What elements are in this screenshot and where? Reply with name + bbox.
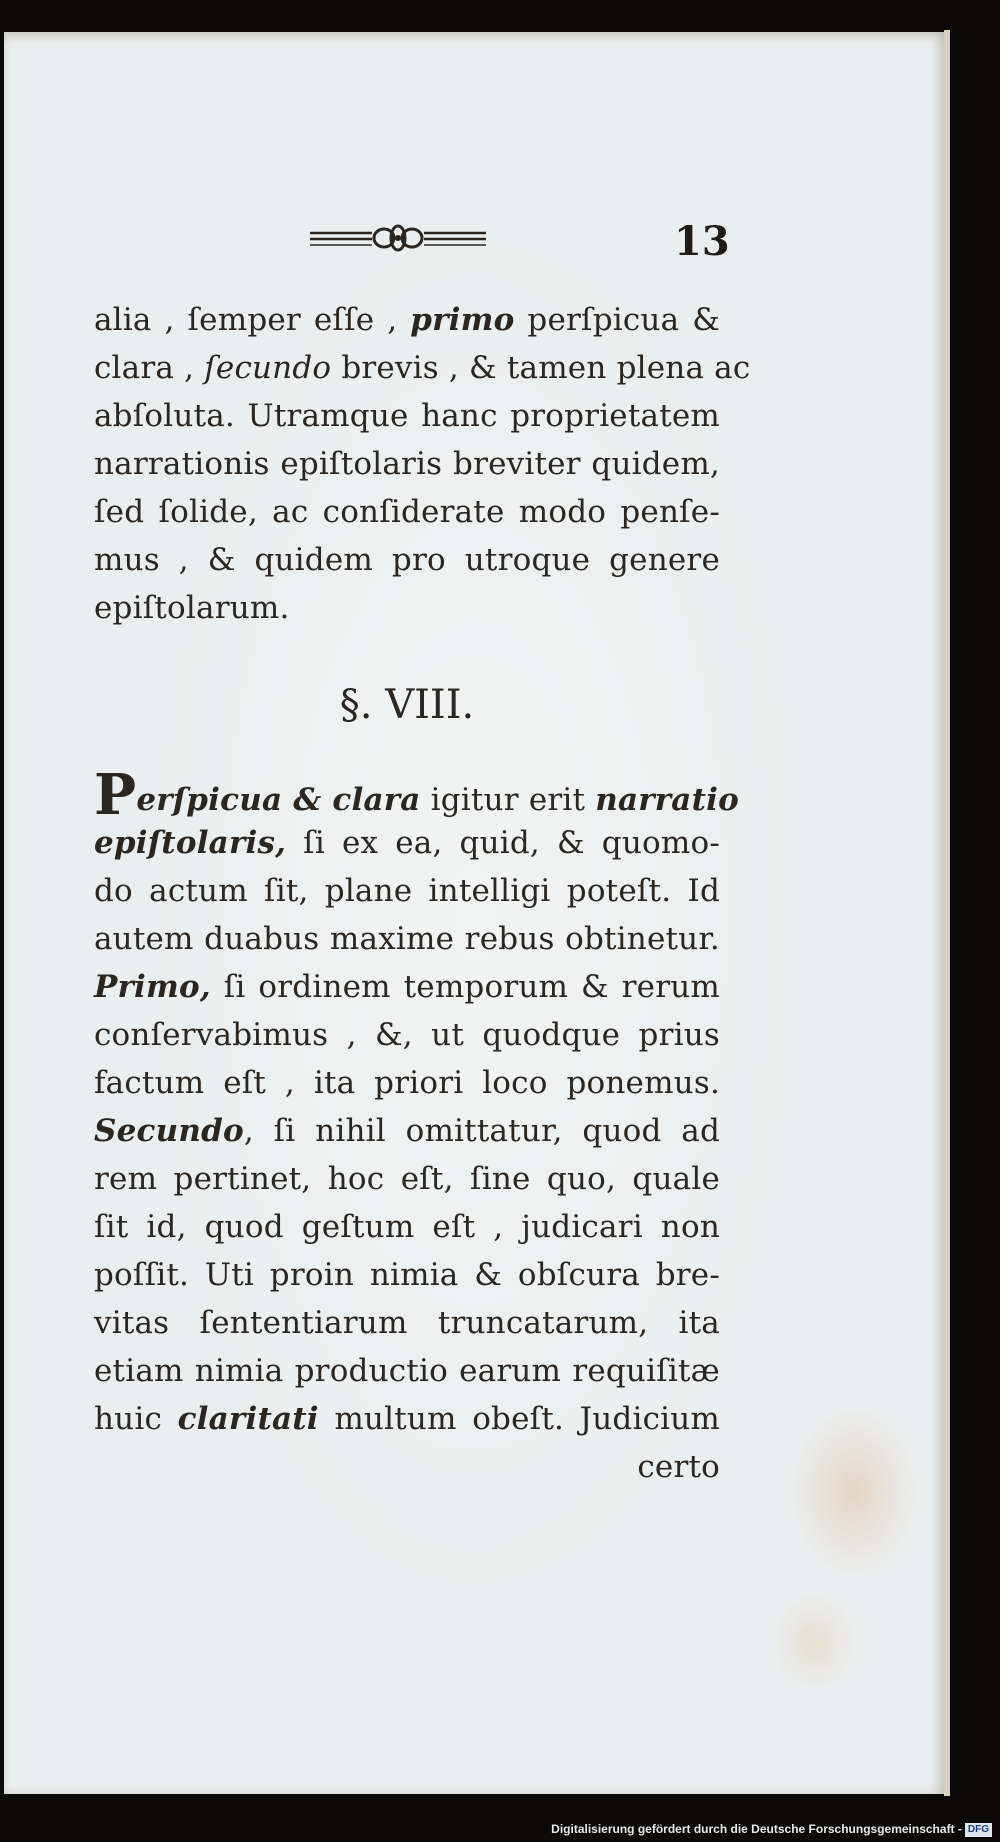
text-line xyxy=(94,344,751,392)
paragraph-intro xyxy=(94,296,751,636)
italic-emphasis: erſpicua & clara xyxy=(136,782,421,818)
text-span: clara , xyxy=(94,350,205,386)
text-line xyxy=(94,762,739,828)
text-span: ſi ordinem temporum & rerum xyxy=(210,969,720,1005)
text-span: perſpicua & xyxy=(514,302,720,338)
italic-emphasis: ſecundo xyxy=(204,350,332,386)
text-span: brevis , & tamen plena ac xyxy=(331,350,751,386)
text-span: huic xyxy=(94,1401,178,1437)
text-line: poſſit. Uti proin nimia & obſcura bre- xyxy=(94,1257,720,1293)
catchword: certo xyxy=(637,1449,720,1485)
drop-capital: P xyxy=(94,762,137,828)
italic-emphasis: Secundo xyxy=(94,1113,244,1149)
text-line xyxy=(94,963,720,1011)
text-span: ſi ex ea, quid, & quomo- xyxy=(286,825,720,861)
text-line xyxy=(94,1395,720,1443)
text-line: etiam nimia productio earum requiſitæ xyxy=(94,1353,720,1389)
italic-emphasis: narratio xyxy=(595,782,739,818)
italic-emphasis: claritati xyxy=(177,1401,319,1437)
printer-ornament-rule xyxy=(310,222,486,252)
page-edge xyxy=(944,30,950,1796)
text-line: do actum ſit, plane intelligi poteſt. Id xyxy=(94,873,720,909)
text-line xyxy=(94,819,720,867)
text-line: vitas ſententiarum truncatarum, ita xyxy=(94,1305,720,1341)
text-line: ſed ſolide, ac conſiderate modo penſe- xyxy=(94,494,720,530)
text-line: mus , & quidem pro utroque genere xyxy=(94,542,720,578)
italic-emphasis: primo xyxy=(410,302,515,338)
text-line: conſervabimus , &, ut quodque prius xyxy=(94,1017,720,1053)
digitization-credit xyxy=(551,1820,992,1838)
text-span: multum obeſt. Judicium xyxy=(318,1401,721,1437)
paragraph-section-viii xyxy=(94,762,739,1491)
italic-emphasis: Primo, xyxy=(94,969,211,1005)
text-line: factum eſt , ita priori loco ponemus. xyxy=(94,1065,720,1101)
dfg-logo: DFG xyxy=(965,1823,992,1837)
page-number: 13 xyxy=(674,218,730,265)
credit-text: Digitalisierung gefördert durch die Deutsche Forschungsgemeinschaft - xyxy=(551,1822,962,1836)
text-span: , ſi nihil omittatur, quod ad xyxy=(243,1113,720,1149)
text-line: abſoluta. Utramque hanc proprietatem xyxy=(94,398,720,434)
text-line: narrationis epiſtolaris breviter quidem, xyxy=(94,446,720,482)
text-line xyxy=(94,296,720,344)
text-line: ſit id, quod geſtum eſt , judicari non xyxy=(94,1209,720,1245)
text-line: epiſtolarum. xyxy=(94,590,290,626)
text-span: igitur erit xyxy=(420,782,596,818)
text-line: rem pertinet, hoc eſt, ſine quo, quale xyxy=(94,1161,720,1197)
italic-emphasis: epiſtolaris, xyxy=(94,825,287,861)
text-line: autem duabus maxime rebus obtinetur. xyxy=(94,921,720,957)
text-span: alia , ſemper eſſe , xyxy=(94,302,411,338)
text-line xyxy=(94,1107,720,1155)
section-heading: §. VIII. xyxy=(339,682,475,728)
